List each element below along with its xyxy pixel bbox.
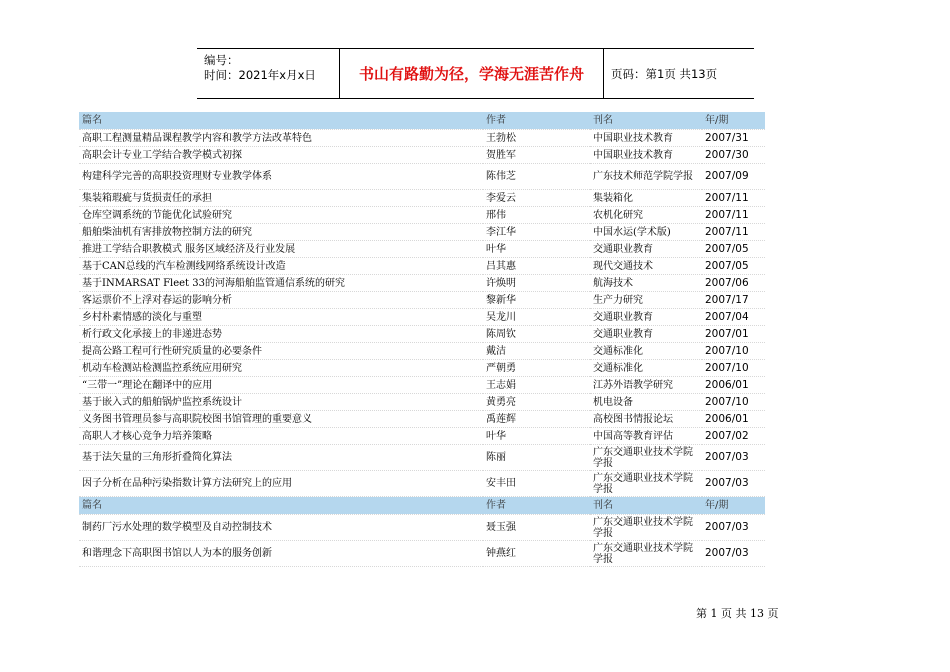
cell-title: 基于法矢量的三角形折叠简化算法 — [79, 445, 483, 471]
table-row — [79, 541, 765, 567]
cell-journal: 广东交通职业技术学院学报 — [590, 515, 702, 541]
table-row — [79, 428, 765, 445]
cell-author: 邢伟 — [483, 207, 590, 224]
cell-author: 王志娟 — [483, 377, 590, 394]
cell-issue: 2007/05 — [702, 258, 765, 275]
column-header-author: 作者 — [483, 497, 590, 515]
cell-title: 机动车检测站检测监控系统应用研究 — [79, 360, 483, 377]
cell-issue: 2007/10 — [702, 394, 765, 411]
cell-title: 基于INMARSAT Fleet 33的河海船舶监管通信系统的研究 — [79, 275, 483, 292]
cell-issue: 2007/10 — [702, 360, 765, 377]
table-row — [79, 326, 765, 343]
cell-author: 聂玉强 — [483, 515, 590, 541]
cell-title: 基于嵌入式的船舶锅炉监控系统设计 — [79, 394, 483, 411]
cell-journal: 中国职业技术教育 — [590, 147, 702, 164]
cell-issue: 2007/03 — [702, 541, 765, 567]
cell-journal: 广东交通职业技术学院学报 — [590, 445, 702, 471]
header-info-cell — [197, 49, 339, 98]
cell-journal: 生产力研究 — [590, 292, 702, 309]
table-row — [79, 411, 765, 428]
cell-title: 构建科学完善的高职投资理财专业教学体系 — [79, 164, 483, 190]
cell-author: 王勃松 — [483, 130, 590, 147]
cell-author: 安丰田 — [483, 471, 590, 497]
cell-author: 禹莲辉 — [483, 411, 590, 428]
cell-author: 吴龙川 — [483, 309, 590, 326]
cell-author: 吕其惠 — [483, 258, 590, 275]
table-row — [79, 258, 765, 275]
cell-issue: 2007/10 — [702, 343, 765, 360]
cell-journal: 高校图书情报论坛 — [590, 411, 702, 428]
cell-issue: 2007/17 — [702, 292, 765, 309]
cell-journal: 交通职业教育 — [590, 326, 702, 343]
cell-title: 高职人才核心竞争力培养策略 — [79, 428, 483, 445]
cell-title: 集装箱瑕疵与货损责任的承担 — [79, 190, 483, 207]
cell-title: 乡村朴素情感的淡化与重塑 — [79, 309, 483, 326]
cell-issue: 2007/03 — [702, 445, 765, 471]
cell-title: 仓库空调系统的节能优化试验研究 — [79, 207, 483, 224]
document-header — [197, 48, 754, 99]
page-footer: 第 1 页 共 13 页 — [696, 607, 779, 620]
cell-issue: 2007/11 — [702, 190, 765, 207]
cell-issue: 2007/03 — [702, 515, 765, 541]
cell-author: 戴洁 — [483, 343, 590, 360]
cell-author: 陈周钦 — [483, 326, 590, 343]
table-row — [79, 343, 765, 360]
cell-journal: 广东交通职业技术学院学报 — [590, 471, 702, 497]
cell-title: 因子分析在品种污染指数计算方法研究上的应用 — [79, 471, 483, 497]
cell-author: 黎新华 — [483, 292, 590, 309]
cell-author: 黄勇亮 — [483, 394, 590, 411]
cell-title: 和谐理念下高职图书馆以人为本的服务创新 — [79, 541, 483, 567]
column-header-title: 篇名 — [79, 112, 483, 130]
cell-author: 严朝勇 — [483, 360, 590, 377]
cell-issue: 2006/01 — [702, 411, 765, 428]
table-row — [79, 190, 765, 207]
cell-issue: 2007/30 — [702, 147, 765, 164]
cell-author: 叶华 — [483, 241, 590, 258]
column-header-journal: 刊名 — [590, 497, 702, 515]
cell-issue: 2006/01 — [702, 377, 765, 394]
cell-author: 陈伟芝 — [483, 164, 590, 190]
cell-issue: 2007/04 — [702, 309, 765, 326]
header-motto: 书山有路勤为径，学海无涯苦作舟 — [339, 49, 604, 98]
cell-issue: 2007/02 — [702, 428, 765, 445]
cell-author: 陈丽 — [483, 445, 590, 471]
column-header-journal: 刊名 — [590, 112, 702, 130]
table-row — [79, 147, 765, 164]
column-header-title: 篇名 — [79, 497, 483, 515]
table-header-row — [79, 497, 765, 515]
cell-title: 基于CAN总线的汽车检测线网络系统设计改造 — [79, 258, 483, 275]
table-row — [79, 275, 765, 292]
cell-author: 钟燕红 — [483, 541, 590, 567]
cell-title: 船舶柴油机有害排放物控制方法的研究 — [79, 224, 483, 241]
table-row — [79, 241, 765, 258]
cell-journal: 农机化研究 — [590, 207, 702, 224]
table-row — [79, 309, 765, 326]
cell-journal: 广东交通职业技术学院学报 — [590, 541, 702, 567]
cell-author: 叶华 — [483, 428, 590, 445]
table-row — [79, 394, 765, 411]
cell-journal: 江苏外语教学研究 — [590, 377, 702, 394]
cell-journal: 交通标准化 — [590, 343, 702, 360]
cell-author: 许焕明 — [483, 275, 590, 292]
cell-journal: 中国水运(学术版) — [590, 224, 702, 241]
table-row — [79, 515, 765, 541]
cell-author: 贺胜军 — [483, 147, 590, 164]
column-header-author: 作者 — [483, 112, 590, 130]
cell-issue: 2007/01 — [702, 326, 765, 343]
cell-title: 高职会计专业工学结合教学模式初探 — [79, 147, 483, 164]
article-table — [79, 112, 765, 567]
cell-title: 客运票价不上浮对春运的影响分析 — [79, 292, 483, 309]
document-number-label: 编号： — [204, 53, 239, 67]
cell-title: 推进工学结合职教模式 服务区域经济及行业发展 — [79, 241, 483, 258]
cell-issue: 2007/11 — [702, 224, 765, 241]
cell-issue: 2007/31 — [702, 130, 765, 147]
column-header-issue: 年/期 — [702, 497, 765, 515]
cell-journal: 交通标准化 — [590, 360, 702, 377]
cell-journal: 机电设备 — [590, 394, 702, 411]
table-row — [79, 292, 765, 309]
cell-title: 高职工程测量精品课程教学内容和教学方法改革特色 — [79, 130, 483, 147]
cell-issue: 2007/06 — [702, 275, 765, 292]
cell-journal: 航海技术 — [590, 275, 702, 292]
header-page-label: 页码：第1页 共13页 — [611, 66, 718, 81]
cell-journal: 交通职业教育 — [590, 241, 702, 258]
cell-title: 提高公路工程可行性研究质量的必要条件 — [79, 343, 483, 360]
cell-issue: 2007/05 — [702, 241, 765, 258]
table-row — [79, 164, 765, 190]
cell-journal: 现代交通技术 — [590, 258, 702, 275]
cell-author: 李爱云 — [483, 190, 590, 207]
table-row — [79, 130, 765, 147]
cell-title: 制药厂污水处理的数学模型及自动控制技术 — [79, 515, 483, 541]
table-row — [79, 377, 765, 394]
table-row — [79, 471, 765, 497]
cell-issue: 2007/11 — [702, 207, 765, 224]
cell-issue: 2007/03 — [702, 471, 765, 497]
cell-title: “三带一”理论在翻译中的应用 — [79, 377, 483, 394]
column-header-issue: 年/期 — [702, 112, 765, 130]
table-row — [79, 360, 765, 377]
cell-journal: 中国职业技术教育 — [590, 130, 702, 147]
cell-title: 义务图书管理员参与高职院校图书馆管理的重要意义 — [79, 411, 483, 428]
cell-journal: 交通职业教育 — [590, 309, 702, 326]
cell-journal: 中国高等教育评估 — [590, 428, 702, 445]
document-date-label: 时间：2021年x月x日 — [204, 68, 316, 82]
cell-issue: 2007/09 — [702, 164, 765, 190]
cell-author: 李江华 — [483, 224, 590, 241]
table-row — [79, 224, 765, 241]
table-header-row — [79, 112, 765, 130]
table-row — [79, 207, 765, 224]
cell-journal: 集装箱化 — [590, 190, 702, 207]
table-row — [79, 445, 765, 471]
cell-journal: 广东技术师范学院学报 — [590, 164, 702, 190]
cell-title: 析行政文化承接上的非递进态势 — [79, 326, 483, 343]
